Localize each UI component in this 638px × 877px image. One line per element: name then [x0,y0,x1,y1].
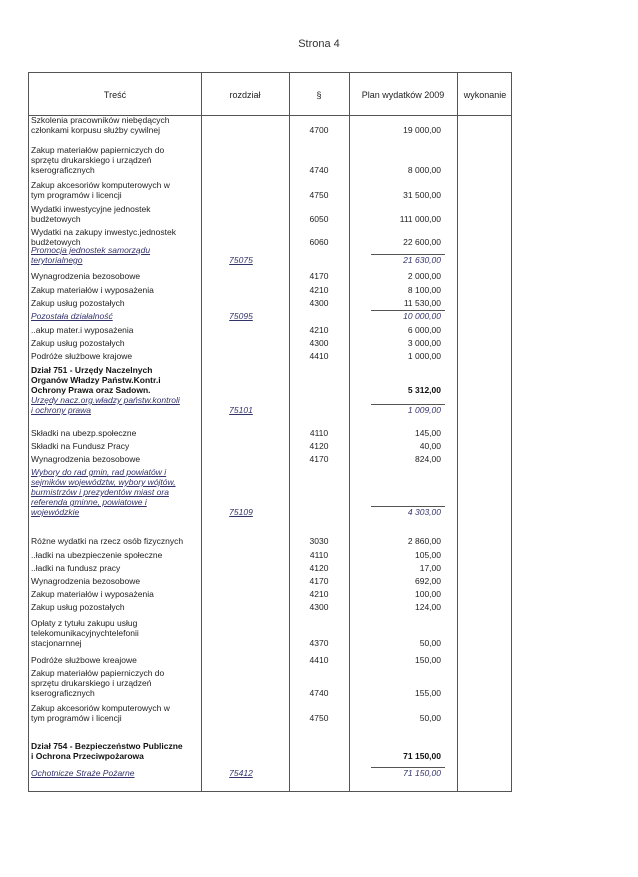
row-description: Wydatki inwestycyjne jednostek budżetowych [31,204,151,224]
header-paragraf: § [316,90,322,100]
row-plan-amount: 6 000,00 [407,325,441,335]
table-row [29,428,513,440]
table-row [29,550,513,562]
row-plan-amount: 824,00 [415,454,441,464]
row-paragraf: 4410 [309,351,329,361]
row-paragraf: 4370 [309,638,329,648]
row-paragraf: 4170 [309,576,329,586]
row-rozdzial: 75095 [229,311,253,321]
row-description: Zakup materiałów papierniczych do sprzętu drukarskiego i urządzeń kserograficznych [31,145,165,175]
row-plan-amount: 10 000,00 [403,311,441,321]
table-row [29,145,513,177]
subtotal-underline [371,310,445,311]
header-tresc: Treść [103,90,127,100]
section-row [29,245,513,267]
header-plan: Plan wydatków 2009 [361,90,445,100]
row-plan-amount: 155,00 [415,688,441,698]
row-plan-amount: 17,00 [419,563,441,573]
row-paragraf: 4300 [309,298,329,308]
table-row [29,536,513,548]
row-rozdzial: 75412 [229,768,253,778]
row-description: Podróże służbowe kreajowe [31,655,137,665]
row-plan-amount: 19 000,00 [403,125,441,135]
row-plan-amount: 111 000,00 [399,214,441,224]
section-row [29,467,513,519]
subtotal-underline [371,254,445,255]
row-paragraf: 4300 [309,602,329,612]
table-row [29,454,513,466]
table-row [29,589,513,601]
row-paragraf: 4300 [309,338,329,348]
table-row [29,602,513,614]
row-plan-amount: 4 303,00 [407,507,441,517]
table-row [29,563,513,575]
table-row [29,655,513,667]
row-description: Wynagrodzenia bezosobowe [31,271,141,281]
row-plan-amount: 105,00 [415,550,441,560]
row-paragraf: 4120 [309,563,329,573]
row-paragraf: 6060 [309,237,329,247]
table-row [29,576,513,588]
row-description: Zakup akcesoriów komputerowych w tym programów i licencji [31,703,170,723]
division-row [29,365,513,397]
row-plan-amount: 145,00 [415,428,441,438]
row-description: Szkolenia pracowników niebędących członkami korpusu służby cywilnej [31,115,170,135]
row-description: Zakup akcesoriów komputerowych w tym programów i licencji [31,180,170,200]
row-description: Opłaty z tytułu zakupu usług telekomunikacyjnychtelefonii stacjonarnnej [31,618,139,648]
row-description: Wybory do rad gmin, rad powiatów i sejmików województw, wybory wójtów, burmistrzów i prezydentów miast ora referenda gminne, powiatowe i wojewódzkie [31,467,176,517]
row-description: Dział 751 - Urzędy Naczelnych Organów Władzy Państw.Kontr.i Ochrony Prawa oraz Sadown. [31,365,161,395]
subtotal-underline [371,506,445,507]
row-plan-amount: 22 600,00 [403,237,441,247]
division-row [29,741,513,763]
row-paragraf: 4750 [309,190,329,200]
row-description: Wydatki na zakupy inwestyc.jednostek budżetowych [31,227,176,247]
row-paragraf: 4170 [309,271,329,281]
table-row [29,115,513,137]
header-wykonanie: wykonanie [463,90,507,100]
row-plan-amount: 50,00 [419,638,441,648]
table-row [29,298,513,310]
row-paragraf: 4410 [309,655,329,665]
section-row [29,311,513,323]
row-plan-amount: 40,00 [419,441,441,451]
table-row [29,351,513,363]
row-plan-amount: 2 860,00 [407,536,441,546]
row-paragraf: 4210 [309,285,329,295]
row-paragraf: 4170 [309,454,329,464]
row-description: Składki na Fundusz Pracy [31,441,130,451]
row-plan-amount: 31 500,00 [403,190,441,200]
row-rozdzial: 75109 [229,507,253,517]
subtotal-underline [371,767,445,768]
row-description: Ochotnicze Straże Pożarne [31,768,135,778]
row-paragraf: 4740 [309,165,329,175]
row-description: Dział 754 - Bezpieczeństwo Publiczne i Ochrona Przeciwpożarowa [31,741,183,761]
section-row [29,395,513,417]
header-rozdzial: rozdział [229,90,261,100]
section-row [29,768,513,780]
row-plan-amount: 692,00 [415,576,441,586]
row-plan-amount: 8 000,00 [407,165,441,175]
row-description: Promocja jednostek samorządu terytorialnego [31,245,151,265]
row-description: Wynagrodzenia bezosobowe [31,576,141,586]
row-description: ..ładki na ubezpieczenie społeczne [31,550,163,560]
row-paragraf: 6050 [309,214,329,224]
row-description: ..akup mater.i wyposażenia [31,325,134,335]
table-row [29,271,513,283]
row-description: Różne wydatki na rzecz osób fizycznych [31,536,184,546]
row-paragraf: 3030 [309,536,329,546]
row-description: Wynagrodzenia bezosobowe [31,454,141,464]
row-description: Pozostała działalność [31,311,113,321]
row-plan-amount: 3 000,00 [407,338,441,348]
table-row [29,285,513,297]
row-plan-amount: 5 312,00 [407,385,441,395]
row-description: Składki na ubezp.społeczne [31,428,137,438]
row-plan-amount: 71 150,00 [403,768,441,778]
row-plan-amount: 11 530,00 [403,298,441,308]
table-row [29,325,513,337]
row-description: Zakup materiałów i wyposażenia [31,285,154,295]
row-description: Urzędy nacz.org.władzy państw.kontroli i ochrony prawa [31,395,180,415]
subtotal-underline [371,404,445,405]
row-plan-amount: 21 630,00 [403,255,441,265]
row-paragraf: 4120 [309,441,329,451]
page-title: Strona 4 [298,38,340,50]
row-description: ..ładki na fundusz pracy [31,563,121,573]
row-description: Zakup usług pozostałych [31,338,125,348]
row-description: Zakup usług pozostałych [31,298,125,308]
budget-table [28,72,512,792]
row-paragraf: 4110 [309,550,329,560]
row-rozdzial: 75075 [229,255,253,265]
row-paragraf: 4740 [309,688,329,698]
row-paragraf: 4210 [309,325,329,335]
row-paragraf: 4210 [309,589,329,599]
row-description: Zakup usług pozostałych [31,602,125,612]
table-row [29,703,513,725]
row-paragraf: 4750 [309,713,329,723]
row-plan-amount: 150,00 [415,655,441,665]
row-paragraf: 4110 [309,428,329,438]
table-row [29,618,513,650]
table-row [29,668,513,700]
row-rozdzial: 75101 [229,405,253,415]
row-plan-amount: 1 000,00 [407,351,441,361]
row-description: Zakup materiałów i wyposażenia [31,589,154,599]
table-row [29,204,513,226]
row-description: Zakup materiałów papierniczych do sprzętu drukarskiego i urządzeń kserograficznych [31,668,165,698]
table-row [29,441,513,453]
table-row [29,338,513,350]
row-plan-amount: 2 000,00 [407,271,441,281]
row-paragraf: 4700 [309,125,329,135]
row-plan-amount: 1 009,00 [407,405,441,415]
table-row [29,180,513,202]
row-plan-amount: 71 150,00 [403,751,441,761]
row-plan-amount: 124,00 [415,602,441,612]
row-plan-amount: 100,00 [415,589,441,599]
row-plan-amount: 8 100,00 [407,285,441,295]
row-description: Podróże służbowe krajowe [31,351,133,361]
row-plan-amount: 50,00 [419,713,441,723]
